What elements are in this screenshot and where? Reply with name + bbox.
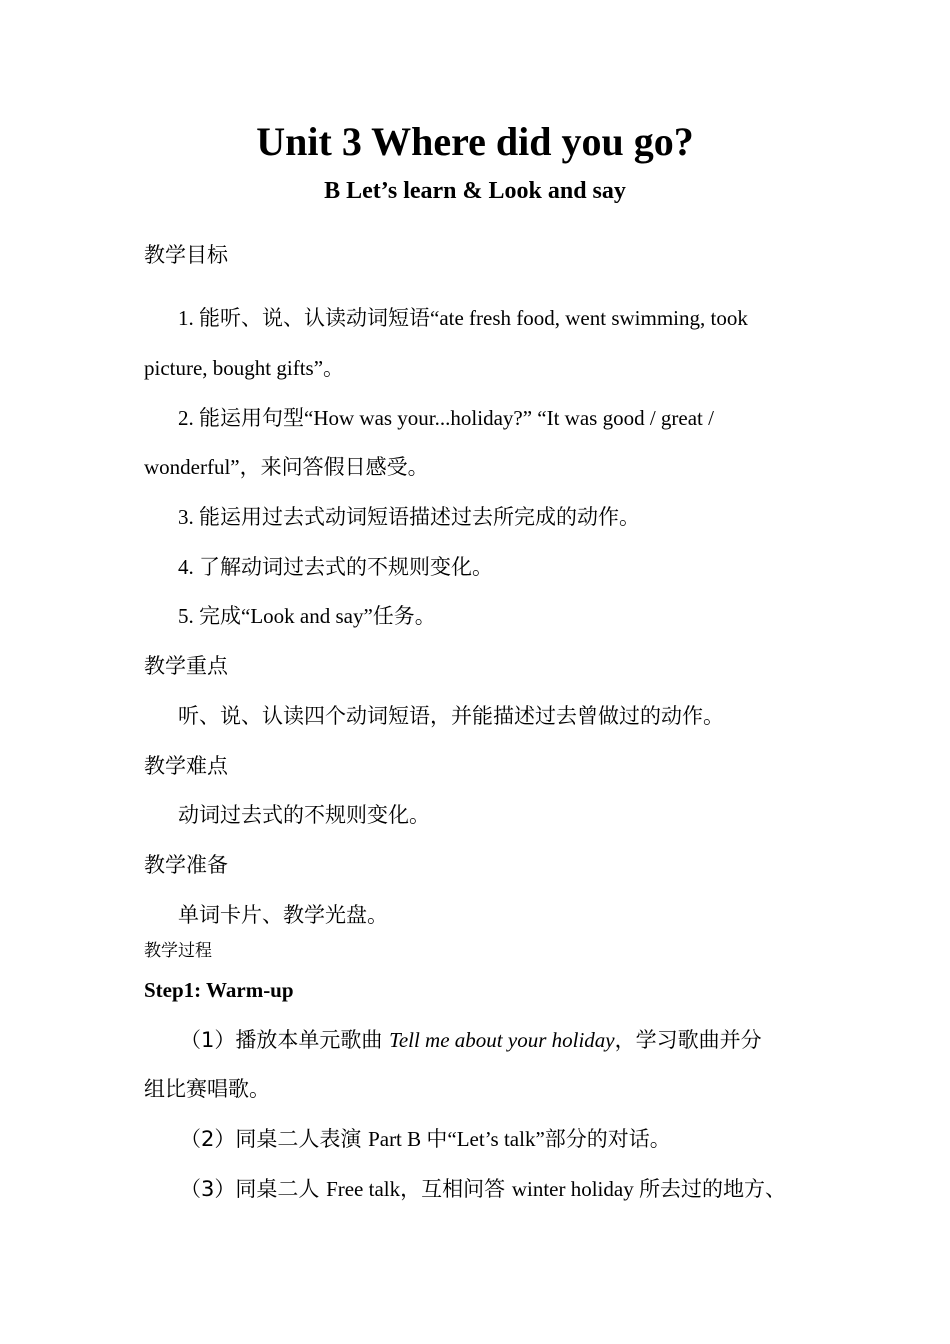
objective-2-text-cn: 能运用句型 <box>199 406 304 430</box>
step1-item-3-en-b: winter holiday <box>511 1177 639 1201</box>
step1-item-3-number: （3） <box>180 1177 236 1201</box>
step1-item-3 <box>180 1174 830 1204</box>
step1-item-3-text-c: 所去过的地方、 <box>638 1177 786 1201</box>
step1-heading: Step1: Warm-up <box>144 978 294 1002</box>
step1-item-2 <box>180 1124 820 1154</box>
step1-item-1-line-2: 组比赛唱歌。 <box>144 1077 270 1101</box>
objective-5-text-b: 任务。 <box>372 604 436 628</box>
process-heading: 教学过程 <box>144 941 212 961</box>
song-title: Tell me about your holiday <box>389 1028 615 1052</box>
step1-item-2-part: Part B <box>368 1127 427 1151</box>
objective-1-number: 1. <box>178 306 199 330</box>
objective-2-text-cn-cont: ，来问答假日感受。 <box>239 455 429 479</box>
step1-item-1-line-1 <box>180 1025 820 1055</box>
step1-item-2-text-b: 中 <box>426 1127 448 1151</box>
step1-item-3-en-a: Free talk <box>326 1177 401 1201</box>
step1-item-2-text-a: 同桌二人表演 <box>235 1127 369 1151</box>
page-title: Unit 3 Where did you go? <box>256 119 694 164</box>
step1-item-1-number: （1） <box>180 1028 236 1052</box>
difficulties-text: 动词过去式的不规则变化。 <box>178 803 430 827</box>
objective-item-2-line-2 <box>144 452 820 482</box>
objective-item-4 <box>178 552 820 582</box>
objective-item-1-line-1 <box>178 303 820 333</box>
objective-4-text: 了解动词过去式的不规则变化。 <box>199 555 493 579</box>
objective-5-number: 5. <box>178 604 199 628</box>
objective-item-1-line-2 <box>144 353 820 383</box>
objective-2-text-en: “How was your...holiday?” “It was good / great / <box>304 406 714 430</box>
difficulties-heading: 教学难点 <box>144 754 228 778</box>
step1-item-2-text-c: 部分的对话。 <box>544 1127 671 1151</box>
objective-1-text-en-cont: picture, bought gifts” <box>144 356 324 380</box>
objective-3-number: 3. <box>178 505 199 529</box>
objective-1-text-en: “ate fresh food, went swimming, took <box>430 306 748 330</box>
objective-2-text-en-cont: wonderful” <box>144 455 240 479</box>
objective-2-number: 2. <box>178 406 199 430</box>
step1-item-1-text-b: ，学习歌曲并分 <box>614 1028 762 1052</box>
preparation-text: 单词卡片、教学光盘。 <box>178 903 388 927</box>
objective-5-text-a: 完成 <box>199 604 241 628</box>
objective-3-text: 能运用过去式动词短语描述过去所完成的动作。 <box>199 505 640 529</box>
objective-item-3 <box>178 502 820 532</box>
objective-1-text-cn: 能听、说、认读动词短语 <box>199 306 430 330</box>
preparation-heading: 教学准备 <box>144 853 228 877</box>
step1-item-3-text-a: 同桌二人 <box>235 1177 327 1201</box>
step1-item-2-section: “Let’s talk” <box>447 1127 545 1151</box>
page-subtitle: B Let’s learn & Look and say <box>324 178 626 204</box>
key-points-text: 听、说、认读四个动词短语，并能描述过去曾做过的动作。 <box>178 704 724 728</box>
step1-item-1-text-a: 播放本单元歌曲 <box>235 1028 390 1052</box>
objective-5-text-en: “Look and say” <box>241 604 373 628</box>
objective-item-5 <box>178 601 820 631</box>
key-points-heading: 教学重点 <box>144 654 228 678</box>
objective-item-2-line-1 <box>178 403 820 433</box>
objectives-heading: 教学目标 <box>144 243 228 267</box>
objective-4-number: 4. <box>178 555 199 579</box>
step1-item-3-text-b: ，互相问答 <box>400 1177 512 1201</box>
step1-item-2-number: （2） <box>180 1127 236 1151</box>
objective-1-period: 。 <box>323 356 345 380</box>
